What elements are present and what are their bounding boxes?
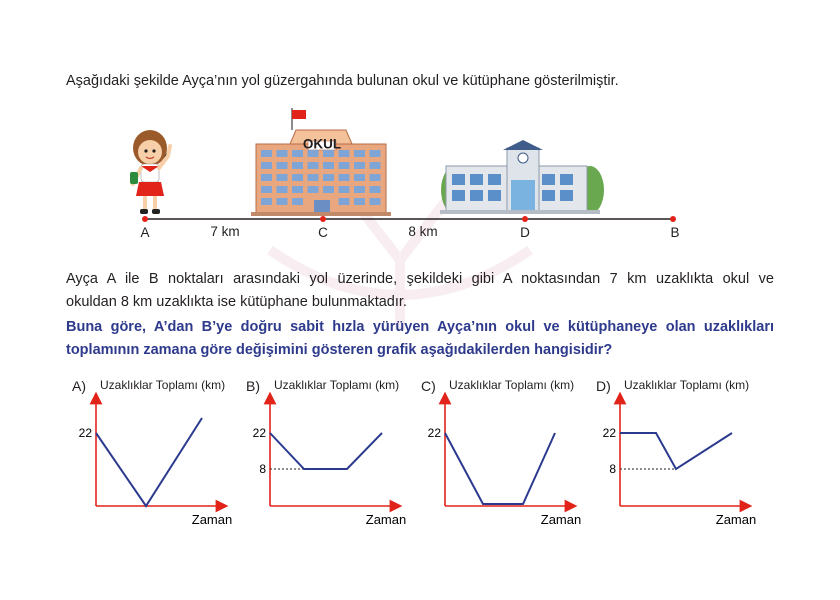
option-d-graph xyxy=(596,376,771,536)
point-a-dot xyxy=(142,216,148,222)
school-window xyxy=(277,198,288,205)
point-c-label: C xyxy=(318,225,328,240)
school-window xyxy=(354,162,365,169)
problem-paragraph xyxy=(66,268,774,314)
library-window xyxy=(452,190,465,201)
option-b-line xyxy=(270,433,382,469)
school-window xyxy=(354,198,365,205)
library-window xyxy=(560,174,573,185)
school-window xyxy=(261,174,272,181)
option-c-tick-22: 22 xyxy=(427,426,441,440)
school-window xyxy=(339,186,350,193)
school-window xyxy=(323,186,334,193)
school-window xyxy=(339,198,350,205)
option-c-line xyxy=(445,433,555,504)
option-b-ylabel: Uzaklıklar Toplamı (km) xyxy=(274,378,400,392)
question-line-2: toplamının zamana göre değişimini gösteren grafik aşağıdakilerden hangisidir? xyxy=(66,342,613,358)
option-d-letter: D) xyxy=(596,378,611,394)
option-b-xlabel: Zaman xyxy=(365,512,407,527)
school-window xyxy=(308,162,319,169)
option-b-graph xyxy=(246,376,421,536)
school-window xyxy=(261,162,272,169)
library-window xyxy=(470,174,483,185)
option-c-graph xyxy=(421,376,596,536)
option-b-tick-22: 22 xyxy=(252,426,266,440)
question-text xyxy=(66,316,774,362)
school-window xyxy=(339,162,350,169)
school-window xyxy=(277,162,288,169)
school-window xyxy=(292,162,303,169)
library-window xyxy=(452,174,465,185)
school-window xyxy=(354,150,365,157)
point-a-label: A xyxy=(140,225,150,240)
option-d-line xyxy=(620,433,732,469)
library-window xyxy=(542,190,555,201)
point-b-dot xyxy=(670,216,676,222)
intro-text: Aşağıdaki şekilde Ayça’nın yol güzergahında bulunan okul ve kütüphane gösterilmiştir. xyxy=(66,73,619,89)
option-a[interactable] xyxy=(72,376,247,536)
school-window xyxy=(370,198,381,205)
school-window xyxy=(370,150,381,157)
question-line-1: Buna göre, A’dan B’ye doğru sabit hızla yürüyen Ayça’nın okul ve kütüphaneye olan uzaklıkları xyxy=(66,319,774,335)
option-d[interactable] xyxy=(596,376,771,536)
school-window xyxy=(370,162,381,169)
school-window xyxy=(292,186,303,193)
option-a-graph xyxy=(72,376,247,536)
point-b-label: B xyxy=(670,225,680,240)
school-window xyxy=(261,198,272,205)
option-c-letter: C) xyxy=(421,378,436,394)
school-window xyxy=(370,186,381,193)
school-window xyxy=(277,174,288,181)
library-window xyxy=(470,190,483,201)
option-d-tick-8: 8 xyxy=(609,462,616,476)
paragraph-line-1: Ayça A ile B noktaları arasındaki yol üzerinde, şekildeki gibi A noktasından 7 km uzaklıkta okul ve xyxy=(66,271,774,287)
school-window xyxy=(261,186,272,193)
option-b[interactable] xyxy=(246,376,421,536)
option-d-ylabel: Uzaklıklar Toplamı (km) xyxy=(624,378,750,392)
option-a-ylabel: Uzaklıklar Toplamı (km) xyxy=(100,378,226,392)
school-window xyxy=(308,174,319,181)
option-a-tick-22: 22 xyxy=(78,426,92,440)
school-window xyxy=(292,150,303,157)
point-d-dot xyxy=(522,216,528,222)
distance-cd: 8 km xyxy=(408,224,438,239)
library-window xyxy=(488,190,501,201)
distance-ac: 7 km xyxy=(210,224,240,239)
school-window xyxy=(277,186,288,193)
option-b-letter: B) xyxy=(246,378,260,394)
option-b-tick-8: 8 xyxy=(259,462,266,476)
school-sign: OKUL xyxy=(302,136,342,152)
library-window xyxy=(560,190,573,201)
option-d-tick-22: 22 xyxy=(602,426,616,440)
school-window xyxy=(323,174,334,181)
school-window xyxy=(339,174,350,181)
school-window xyxy=(261,150,272,157)
school-window xyxy=(277,150,288,157)
school-window xyxy=(308,186,319,193)
point-c-dot xyxy=(320,216,326,222)
point-d-label: D xyxy=(520,225,530,240)
school-window xyxy=(292,198,303,205)
school-window xyxy=(370,174,381,181)
option-a-letter: A) xyxy=(72,378,86,394)
option-d-xlabel: Zaman xyxy=(715,512,757,527)
school-window xyxy=(323,162,334,169)
library-window xyxy=(542,174,555,185)
library-window xyxy=(488,174,501,185)
school-window xyxy=(354,174,365,181)
paragraph-line-2: okuldan 8 km uzaklıkta ise kütüphane bulunmaktadır. xyxy=(66,294,407,310)
option-c-xlabel: Zaman xyxy=(540,512,582,527)
school-window xyxy=(354,186,365,193)
option-a-line xyxy=(96,418,202,506)
option-c[interactable] xyxy=(421,376,596,536)
option-a-xlabel: Zaman xyxy=(191,512,233,527)
girl-figure xyxy=(130,130,170,214)
school-window xyxy=(292,174,303,181)
option-c-ylabel: Uzaklıklar Toplamı (km) xyxy=(449,378,575,392)
